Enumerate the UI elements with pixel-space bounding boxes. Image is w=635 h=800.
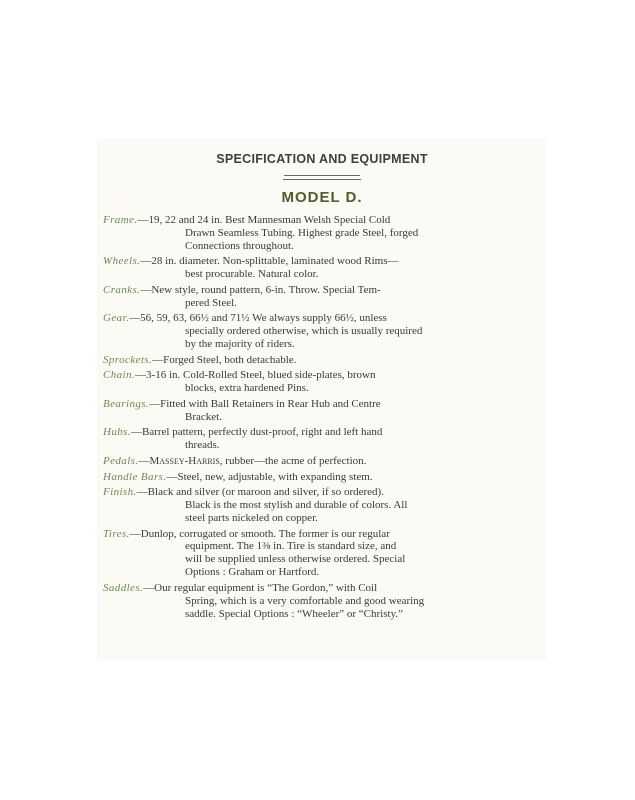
catalog-page xyxy=(97,138,547,660)
spec-text-continuation: saddle. Special Options : “Wheeler” or “Christy.” xyxy=(185,607,403,620)
spec-term: Bearings. xyxy=(103,397,150,410)
spec-text-continuation: Options : Graham or Hartford. xyxy=(185,566,320,579)
spec-text: —Steel, new, adjustable, with expanding stem. xyxy=(166,470,373,483)
spec-line xyxy=(103,312,533,325)
spec-line xyxy=(103,486,533,499)
spec-item xyxy=(103,486,533,525)
spec-term: Wheels. xyxy=(103,255,141,268)
spec-text-continuation: steel parts nickeled on copper. xyxy=(185,511,318,524)
spec-term: Finish. xyxy=(103,486,137,499)
spec-item xyxy=(103,214,533,253)
spec-line xyxy=(103,398,533,411)
spec-text: —Black and silver (or maroon and silver, if so ordered). xyxy=(136,486,384,499)
spec-item xyxy=(103,455,533,468)
spec-term: Saddles. xyxy=(103,581,144,594)
spec-term: Chain. xyxy=(103,369,136,382)
spec-text: , rubber—the acme of perfection. xyxy=(219,454,367,467)
spec-term: Tires. xyxy=(103,527,130,540)
spec-item xyxy=(103,284,533,310)
spec-item xyxy=(103,582,533,621)
spec-item xyxy=(103,528,533,580)
spec-text: —Our regular equipment is “The Gordon,” with Coil xyxy=(143,581,378,594)
spec-line xyxy=(103,455,533,468)
spec-text: —56, 59, 63, 66½ and 71½ We always supply 66½, unless xyxy=(129,312,387,325)
spec-item xyxy=(103,354,533,367)
spec-term: Cranks. xyxy=(103,283,141,296)
spec-text: —Barrel pattern, perfectly dust-proof, right and left hand xyxy=(130,426,383,439)
brand-name: Massey-Harris xyxy=(149,454,220,467)
spec-list xyxy=(103,214,533,623)
spec-term: Frame. xyxy=(103,214,138,226)
spec-term: Sprockets. xyxy=(103,353,153,366)
model-heading: MODEL D. xyxy=(281,189,363,206)
spec-text: — xyxy=(138,454,150,467)
spec-text: —28 in. diameter. Non-splittable, laminated wood Rims— xyxy=(140,255,399,268)
spec-text-continuation: Black is the most stylish and durable of colors. All xyxy=(185,499,408,511)
page-title: SPECIFICATION AND EQUIPMENT xyxy=(216,152,428,166)
spec-text: —New style, round pattern, 6-in. Throw. Special Tem- xyxy=(140,283,381,296)
spec-text-continuation: Drawn Seamless Tubing. Highest grade Steel, forged xyxy=(185,226,419,239)
spec-item xyxy=(103,369,533,395)
spec-text: —Fitted with Ball Retainers in Rear Hub and Centre xyxy=(149,397,381,410)
spec-text-continuation: pered Steel. xyxy=(185,296,237,309)
spec-text-continuation: Spring, which is a very comfortable and good wearing xyxy=(185,594,425,607)
spec-text-continuation: by the majority of riders. xyxy=(185,338,295,351)
spec-term: Pedals. xyxy=(103,454,139,467)
spec-item xyxy=(103,398,533,424)
spec-line xyxy=(103,426,533,439)
spec-term: Hubs. xyxy=(103,426,131,439)
spec-item xyxy=(103,255,533,281)
spec-line xyxy=(103,471,533,484)
spec-text: —Dunlop, corrugated or smooth. The former is our regular xyxy=(129,527,390,540)
spec-line xyxy=(103,369,533,382)
spec-line xyxy=(103,528,533,541)
spec-text-continuation: Connections throughout. xyxy=(185,239,294,252)
spec-text: —3-16 in. Cold-Rolled Steel, blued side-plates, brown xyxy=(135,369,376,382)
spec-line xyxy=(103,284,533,297)
spec-text-continuation: threads. xyxy=(185,439,220,452)
spec-text: —Forged Steel, both detachable. xyxy=(152,353,297,366)
title-divider-top xyxy=(97,175,547,176)
spec-line xyxy=(103,582,533,595)
spec-text-continuation: will be supplied unless otherwise ordered. Special xyxy=(185,553,406,566)
spec-text: —19, 22 and 24 in. Best Mannesman Welsh Special Cold xyxy=(137,214,391,226)
spec-text-continuation: best procurable. Natural color. xyxy=(185,268,319,281)
spec-item xyxy=(103,471,533,484)
spec-text-continuation: specially ordered otherwise, which is usually required xyxy=(185,325,423,338)
spec-item xyxy=(103,312,533,351)
spec-text-continuation: equipment. The 1⅜ in. Tire is standard size, and xyxy=(185,540,397,553)
spec-item xyxy=(103,426,533,452)
title-divider-bottom xyxy=(97,179,547,180)
spec-term: Handle Bars. xyxy=(103,470,167,483)
spec-text-continuation: blocks, extra hardened Pins. xyxy=(185,382,309,395)
spec-text-continuation: Bracket. xyxy=(185,410,222,423)
spec-line xyxy=(103,255,533,268)
spec-line xyxy=(103,354,533,367)
spec-line xyxy=(103,214,533,227)
spec-term: Gear. xyxy=(103,312,130,325)
